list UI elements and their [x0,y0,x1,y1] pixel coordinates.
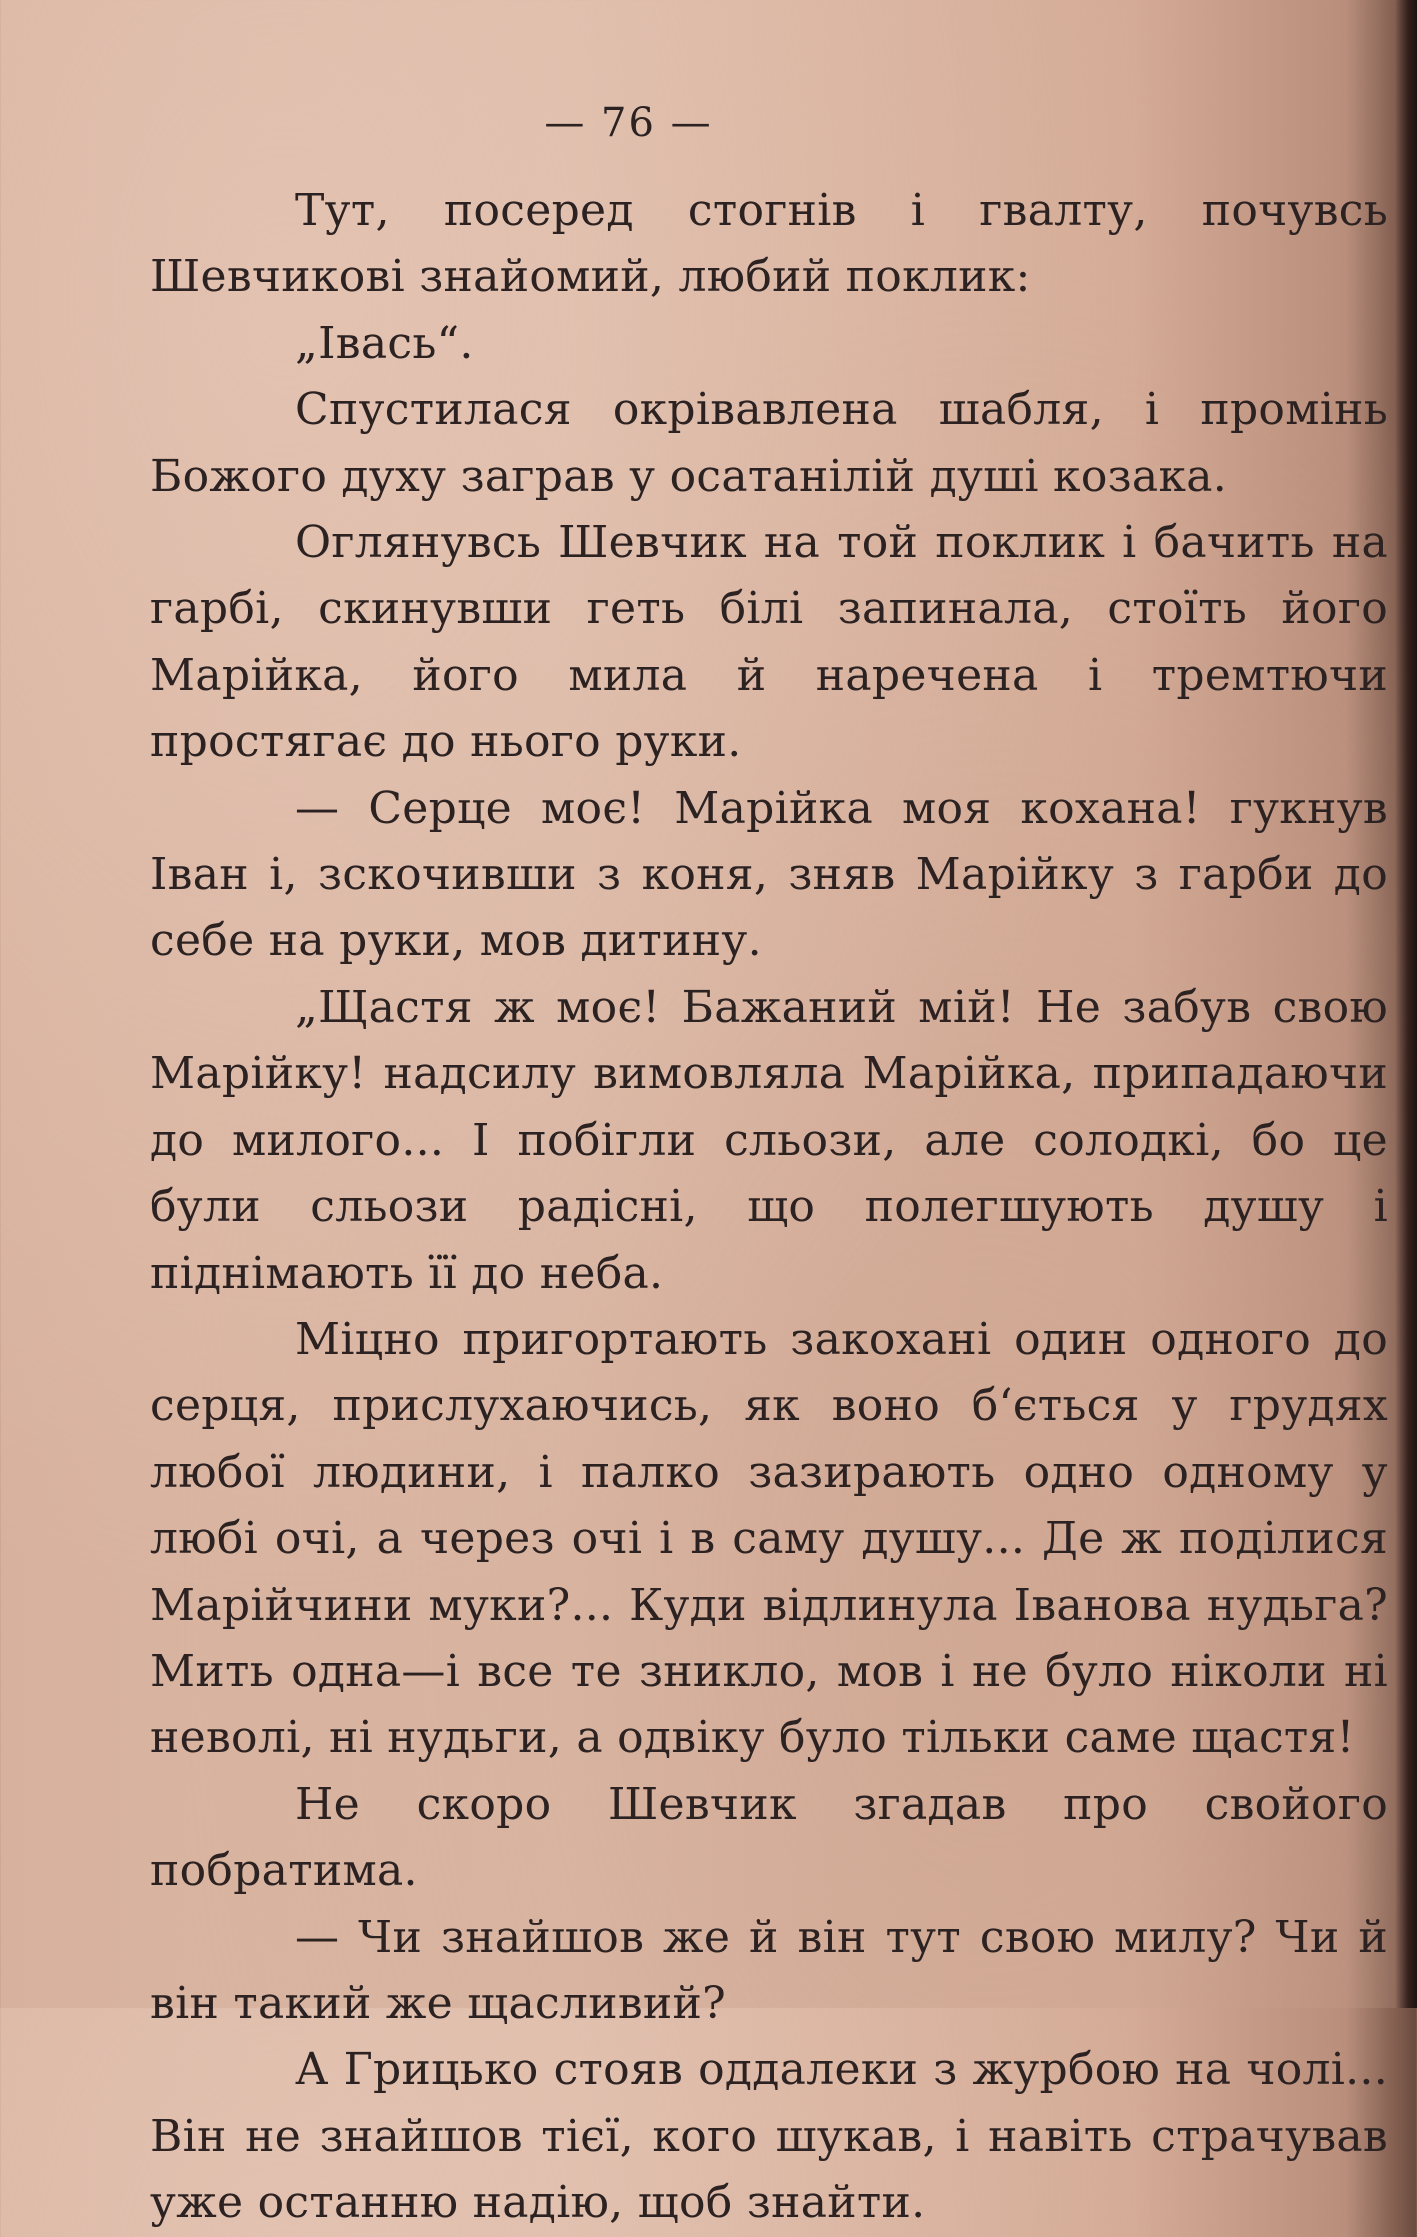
paragraph: А Грицько стояв оддалеки з журбою на чолі... Він не знайшов тієї, кого шукав, і навіть страчував уже останню надію, щоб знайти. [150,2044,1388,2229]
paragraph: Не скоро Шевчик згадав про свойого побратима. [150,1778,1388,1897]
paragraph: „Щастя ж моє! Бажаний мій! Не забув свою Марійку! надсилу вимовляла Марійка, припадаючи до милого... І побігли сльози, але солодкі, бо це були сльози радісні, що полегшують душу і піднімають її до неба. [150,981,1388,1299]
paragraph: Тут, посеред стогнів і гвалту, почувсь Шевчикові знайомий, любий поклик: [150,185,1388,303]
paragraph: Спустилася окрівавлена шабля, і промінь Божого духу заграв у осатанілій душі козака. [150,384,1388,502]
paragraph: — Серце моє! Марійка моя кохана! гукнув Іван і, зскочивши з коня, зняв Марійку з гарби до себе на руки, мов дитину. [150,782,1388,967]
paragraph: Міцно пригортають закохані один одного до серця, прислухаючись, як воно б‘ється у грудях любої людини, і палко зазирають одно одному у любі очі, а через очі і в саму душу... Де ж поділися Марійчини муки?... Куди відлинула Іванова нудьга? Мить одна—і все те зникло, мов і не було ніколи ні неволі, ні нудьги, а одвіку було тільки саме щастя! [150,1313,1388,1764]
page-edge-shadow [1395,0,1417,2008]
body-text [150,178,1388,2237]
paragraph: — Чи знайшов же й він тут свою милу? Чи й він такий же щасливий? [150,1911,1388,2029]
paragraph: „Івась“. [295,317,474,369]
page-number: — 76 — [544,100,713,146]
paragraph: Оглянувсь Шевчик на той поклик і бачить на гарбі, скинувши геть білі запинала, стоїть його Марійка, його мила й наречена і тремтючи простягає до нього руки. [150,517,1388,768]
